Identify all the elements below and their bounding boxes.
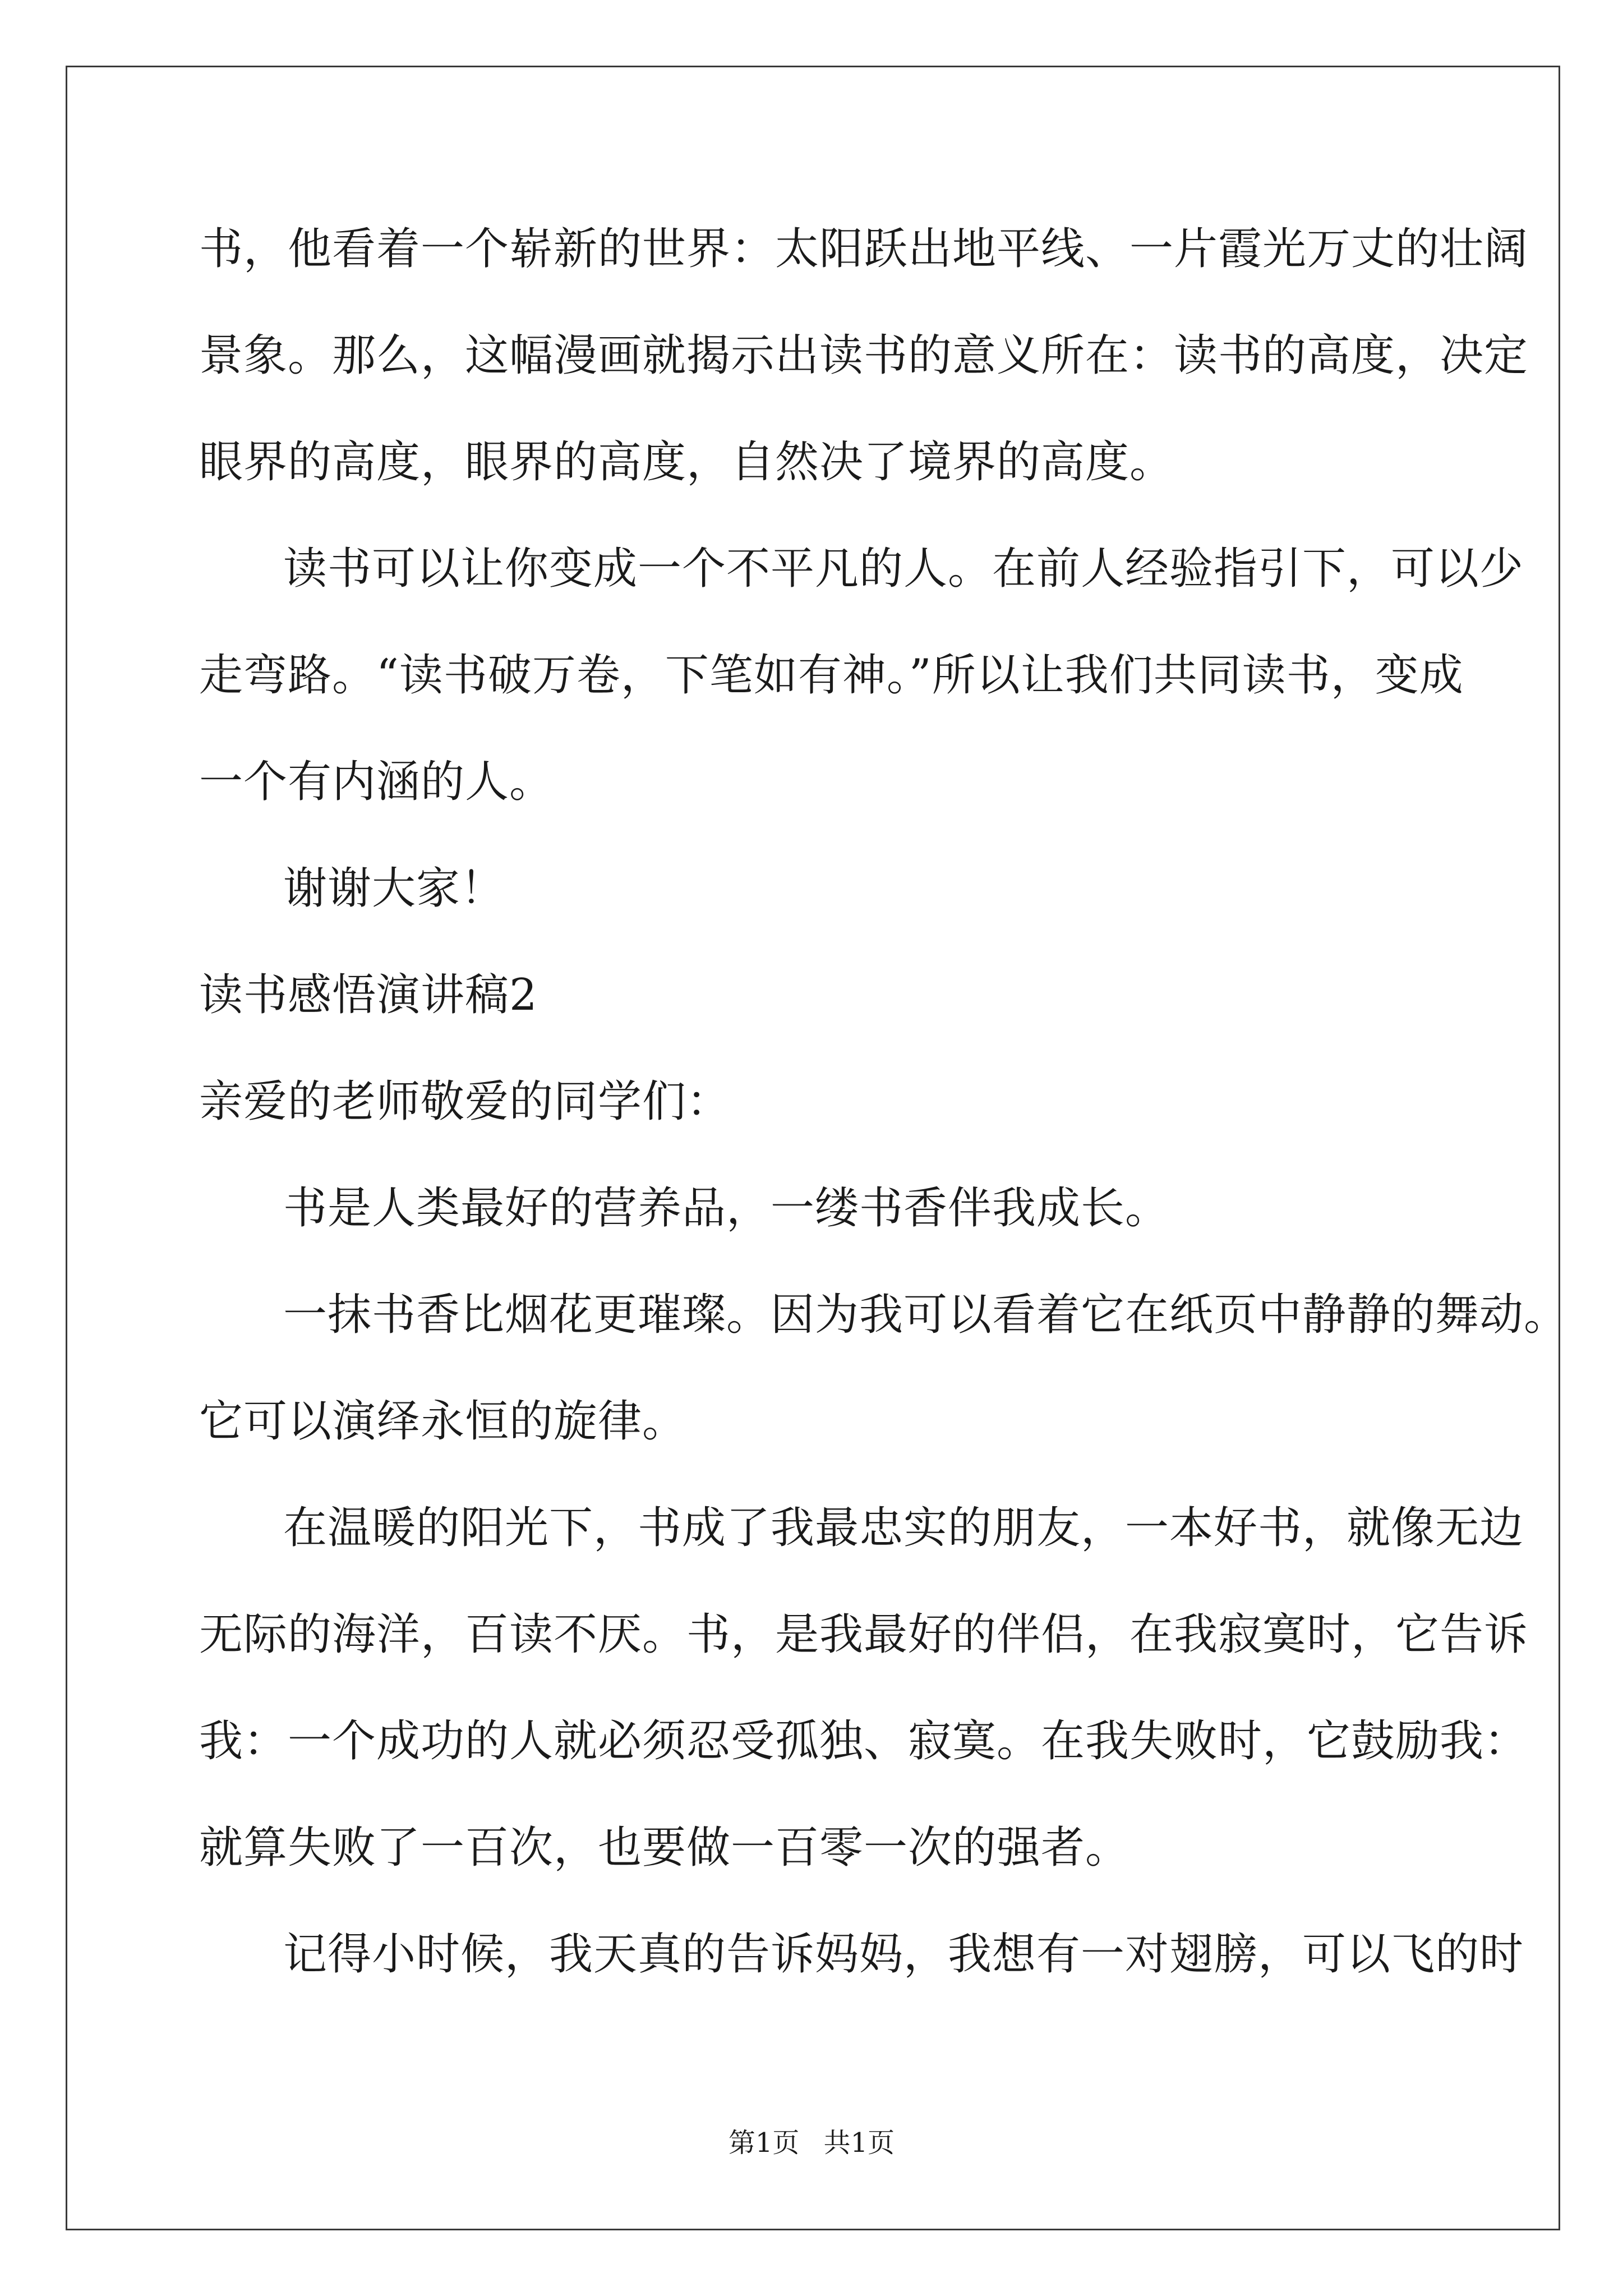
text-line: 一抹书香比烟花更璀璨。因为我可以看着它在纸页中静静的舞动。 — [283, 1290, 1569, 1340]
text-line: 读书可以让你变成一个不平凡的人。在前人经验指引下，可以少 — [283, 544, 1524, 594]
section-heading: 读书感悟演讲稿2 — [199, 970, 538, 1020]
document-body — [199, 215, 1569, 2027]
text-line: 无际的海洋，百读不厌。书，是我最好的伴侣，在我寂寞时，它告诉 — [199, 1609, 1529, 1660]
text-line: 书，他看着一个崭新的世界：太阳跃出地平线、一片霞光万丈的壮阔 — [199, 224, 1529, 274]
text-line: 谢谢大家！ — [283, 863, 505, 914]
text-line: 走弯路。“读书破万卷，下笔如有神。”所以让我们共同读书，变成 — [199, 650, 1464, 701]
text-line: 眼界的高度，眼界的高度，自然决了境界的高度。 — [199, 437, 1174, 487]
text-line: 景象。那么，这幅漫画就揭示出读书的意义所在：读书的高度，决定 — [199, 330, 1529, 381]
text-line: 我：一个成功的人就必须忍受孤独、寂寞。在我失败时，它鼓励我： — [199, 1716, 1529, 1766]
page-footer — [0, 2126, 1623, 2160]
text-line: 它可以演绎永恒的旋律。 — [199, 1396, 687, 1447]
page-total: 共1页 — [823, 2127, 895, 2159]
text-line: 在温暖的阳光下，书成了我最忠实的朋友，一本好书，就像无边 — [283, 1503, 1524, 1553]
text-line: 一个有内涵的人。 — [199, 757, 554, 807]
salutation: 亲爱的老师敬爱的同学们： — [199, 1076, 731, 1127]
text-line: 书是人类最好的营养品，一缕书香伴我成长。 — [283, 1183, 1170, 1234]
text-line: 记得小时候，我天真的告诉妈妈，我想有一对翅膀，可以飞的时 — [283, 1929, 1524, 1980]
page-number: 第1页 — [728, 2127, 800, 2159]
text-line: 就算失败了一百次，也要做一百零一次的强者。 — [199, 1823, 1130, 1873]
